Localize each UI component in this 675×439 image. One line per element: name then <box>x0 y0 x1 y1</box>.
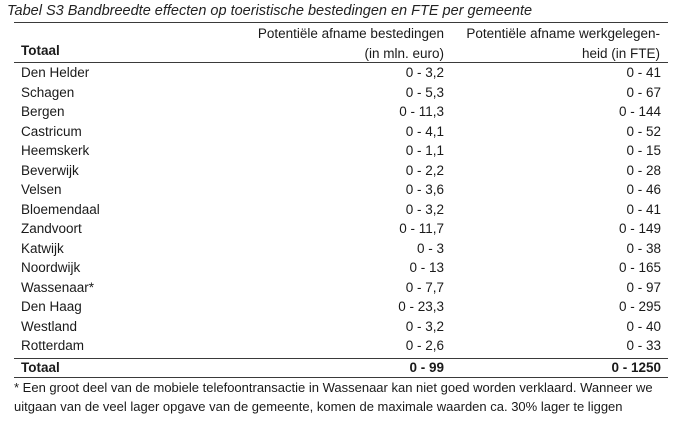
fte-value: 0 - 52 <box>626 123 661 139</box>
municipality-name: Heemskerk <box>21 143 90 158</box>
fte-value: 0 - 15 <box>626 143 661 158</box>
spending-value: 0 - 13 <box>409 260 444 275</box>
fte-value: 0 - 33 <box>626 338 661 353</box>
municipality-name: Beverwijk <box>21 162 79 178</box>
table-footnote: * Een groot deel van de mobiele telefoontransactie in Wassenaar kan niet goed worden verklaard. Wanneer we uitgaan van de veel lager opgave van de gemeente, komen de maximale waarden ca. 30% lager te liggen <box>14 380 653 414</box>
total-fte-value: 0 - 1250 <box>611 360 661 375</box>
fte-value: 0 - 40 <box>626 318 661 334</box>
total-row <box>14 358 668 378</box>
table-row <box>14 278 668 298</box>
table-row <box>14 180 668 200</box>
spending-value: 0 - 4,1 <box>405 123 444 139</box>
table-row <box>14 83 668 103</box>
municipality-name: Katwijk <box>21 240 64 256</box>
spending-value: 0 - 3 <box>416 240 444 256</box>
spending-value: 0 - 11,3 <box>399 104 444 119</box>
spending-value: 0 - 2,2 <box>405 162 444 178</box>
fte-value: 0 - 38 <box>626 240 661 256</box>
table-row <box>14 297 668 317</box>
table-row <box>14 141 668 161</box>
municipality-name: Zandvoort <box>21 221 82 236</box>
spending-value: 0 - 2,6 <box>405 338 444 353</box>
municipality-name: Schagen <box>21 84 75 100</box>
fte-value: 0 - 149 <box>618 221 661 236</box>
table-row <box>14 219 668 239</box>
municipality-name: Rotterdam <box>21 338 85 353</box>
fte-value: 0 - 46 <box>626 182 661 197</box>
municipality-name: Castricum <box>21 123 82 139</box>
municipality-name: Den Helder <box>21 65 90 80</box>
table-body <box>14 63 668 356</box>
municipality-name: Den Haag <box>21 299 82 314</box>
municipality-name: Bergen <box>21 104 65 119</box>
fte-value: 0 - 97 <box>626 279 661 295</box>
spending-value: 0 - 3,2 <box>405 318 444 334</box>
table-row <box>14 102 668 122</box>
municipality-name: Bloemendaal <box>21 201 100 217</box>
header-employment-line1: Potentiële afname werkgelegen- <box>466 26 660 41</box>
spending-value: 0 - 23,3 <box>398 299 444 314</box>
fte-value: 0 - 165 <box>618 260 661 275</box>
table-caption: Tabel S3 Bandbreedte effecten op toeristische bestedingen en FTE per gemeente <box>7 3 533 19</box>
total-label: Totaal <box>21 360 60 375</box>
table-row <box>14 317 668 337</box>
spending-value: 0 - 3,2 <box>405 65 444 80</box>
municipality-name: Noordwijk <box>21 260 81 275</box>
header-spending-line2: (in mln. euro) <box>364 46 444 61</box>
table-row <box>14 63 668 83</box>
spending-value: 0 - 7,7 <box>405 279 444 295</box>
spending-value: 0 - 1,1 <box>405 143 444 158</box>
table-row <box>14 122 668 142</box>
spending-value: 0 - 5,3 <box>405 84 444 100</box>
header-spending-line1: Potentiële afname bestedingen <box>257 26 444 41</box>
header-employment-column <box>448 24 660 64</box>
header-employment-line2: heid (in FTE) <box>581 46 660 61</box>
spending-value: 0 - 3,6 <box>405 182 444 197</box>
fte-value: 0 - 144 <box>618 104 661 119</box>
municipality-name: Velsen <box>21 182 62 197</box>
fte-value: 0 - 41 <box>626 65 661 80</box>
fte-value: 0 - 295 <box>618 299 661 314</box>
fte-value: 0 - 41 <box>626 201 661 217</box>
municipality-name: Wassenaar* <box>21 279 95 295</box>
table-row <box>14 239 668 259</box>
header-spending-column <box>238 24 444 64</box>
fte-value: 0 - 67 <box>626 84 661 100</box>
total-spending-value: 0 - 99 <box>409 360 444 375</box>
spending-value: 0 - 3,2 <box>405 201 444 217</box>
fte-value: 0 - 28 <box>626 162 661 178</box>
municipality-name: Westland <box>21 318 78 334</box>
table-row <box>14 258 668 278</box>
table-row <box>14 161 668 181</box>
table-top-rule <box>14 22 668 23</box>
spending-value: 0 - 11,7 <box>399 221 444 236</box>
table-row <box>14 200 668 220</box>
header-total-label: Totaal <box>21 43 60 58</box>
table-row <box>14 336 668 356</box>
